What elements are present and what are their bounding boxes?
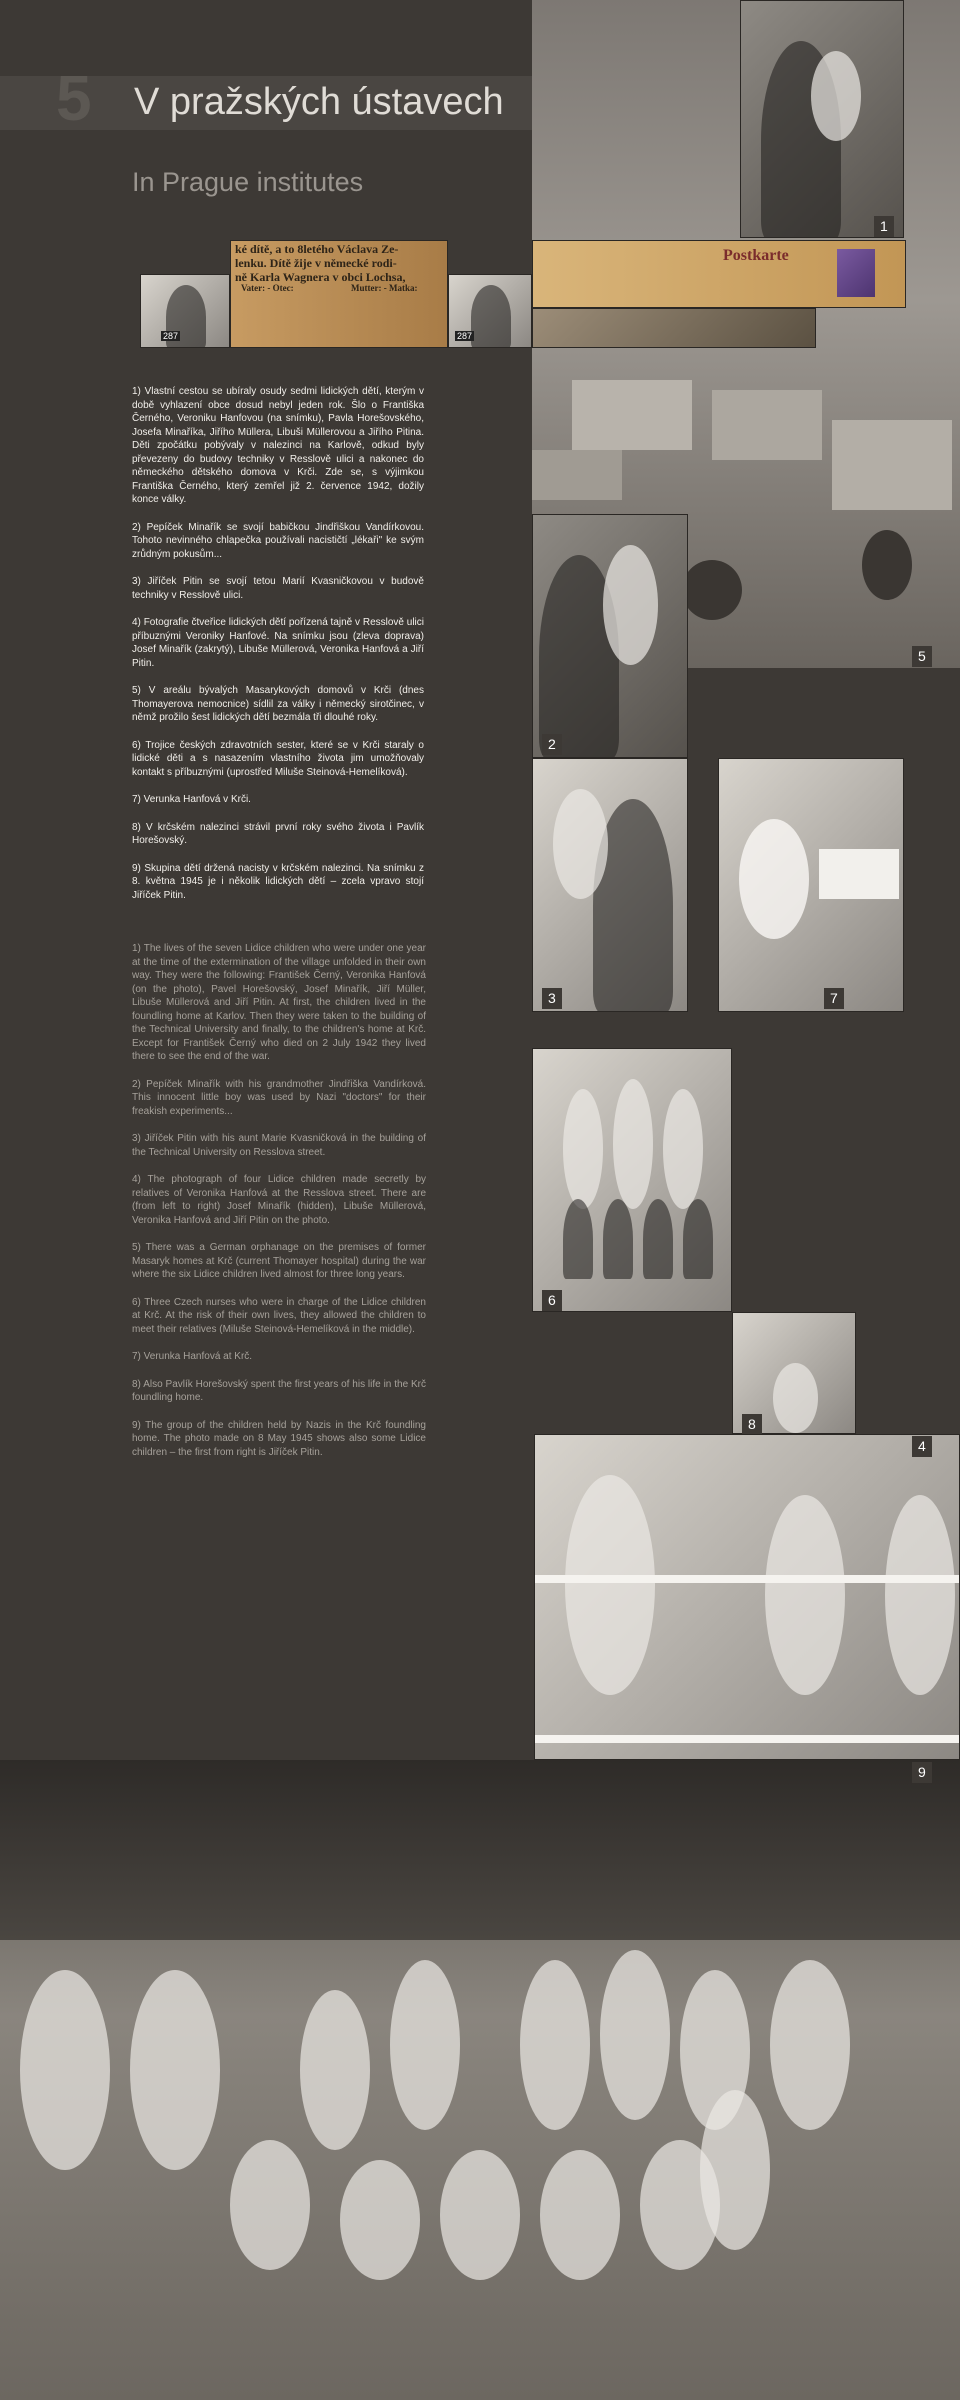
photo-group-strip bbox=[532, 308, 816, 348]
captions-czech bbox=[132, 385, 424, 916]
id-badge-right: 287 bbox=[457, 331, 473, 341]
caption-cz-4: 4) Fotografie čtveřice lidických dětí pořízená tajně v Resslově ulici příbuznými Veroniky Hanfové. Na snímku jsou (zleva doprava) Josef Minařík (zakrytý), Libuše Müllerová, Veronika Hanfová a Jiří Pitin. bbox=[132, 617, 424, 669]
card-field-father: Vater: - Otec: bbox=[241, 283, 294, 293]
photo-label-1: 1 bbox=[874, 216, 894, 237]
caption-cz-7: 7) Verunka Hanfová v Krči. bbox=[132, 794, 251, 805]
photo-label-3: 3 bbox=[542, 988, 562, 1009]
caption-cz-1: 1) Vlastní cestou se ubíraly osudy sedmi lidických dětí, kterým v době vyhlazení obce dosud nebyl jeden rok. Šlo o Františka Černého, Veroniku Hanfovou (na snímku), Pavla Horešovského, Josefa Minaříka, Jiřího Müllera, Libuši Müllerovou a Jiřího Pitina. Děti zpočátku pobývaly v nalezinci na Karlově, odkud byly převezeny do budovy techniky v Resslově ulici a nakonec do německého dětského domova v Krči. Zde se, s výjimkou Františka Černého, který zemřel již 2. července 1942, dožily konce války. bbox=[132, 386, 424, 505]
photo-label-8: 8 bbox=[742, 1414, 762, 1435]
postcard-label: Postkarte bbox=[723, 247, 789, 264]
captions-english bbox=[132, 942, 426, 1473]
caption-cz-6: 6) Trojice českých zdravotních sester, které se v Krči staraly o lidické děti a s nasazením vlastního života jim umožňovaly kontakt s příbuznými (uprostřed Miluše Steinová-Hemelíková). bbox=[132, 739, 424, 778]
caption-en-2: 2) Pepíček Minařík with his grandmother Jindřiška Vandírková. This innocent little boy was used by Nazi "doctors" for their freakish experiments... bbox=[132, 1078, 426, 1117]
photo-label-2: 2 bbox=[542, 734, 562, 755]
photo-label-5: 5 bbox=[912, 646, 932, 667]
id-badge-left: 287 bbox=[163, 331, 179, 341]
photo-4-children-in-cot bbox=[534, 1434, 960, 1760]
caption-cz-5: 5) V areálu bývalých Masarykových domovů v Krči (dnes Thomayerova nemocnice) sídlil za války i německý sirotčinec, v němž prožilo šest lidických dětí bezmála tři dlouhé roky. bbox=[132, 685, 424, 723]
document-card bbox=[230, 240, 448, 348]
photo-6-nurses-with-children bbox=[532, 1048, 732, 1312]
caption-cz-3: 3) Jiříček Pitin se svojí tetou Marií Kvasničkovou v budově techniky v Resslově ulici. bbox=[132, 576, 424, 601]
postcard bbox=[532, 240, 906, 308]
postage-stamp bbox=[837, 249, 875, 297]
photo-2-grandmother-with-boy bbox=[532, 514, 688, 758]
caption-cz-9: 9) Skupina dětí držená nacisty v krčském nalezinci. Na snímku z 8. května 1945 je i několik lidických dětí – zcela vpravo stojí Jiříček Pitin. bbox=[132, 862, 424, 901]
caption-cz-2: 2) Pepíček Minařík se svojí babičkou Jindřiškou Vandírkovou. Tohoto nevinného chlapečka používali nacističtí „lékaři" ke svým zrůdným pokusům... bbox=[132, 521, 424, 560]
caption-en-4: 4) The photograph of four Lidice children made secretly by relatives of Veronika Hanfová at the Resslova street. There are (from left to right) Josef Minařík (hidden), Libuše Müllerová, Veronika Hanfová and Jiří Pitin on the photo. bbox=[132, 1174, 426, 1226]
card-text: ké dítě, a to 8letého Václava Ze- lenku. Dítě žije v německé rodi- ně Karla Wagnera v obci Lochsa, bbox=[235, 242, 406, 284]
photo-1-woman-with-baby bbox=[740, 0, 904, 238]
photo-7-verunka-hanfova bbox=[718, 758, 904, 1012]
caption-en-1: 1) The lives of the seven Lidice children who were under one year at the time of the extermination of the village unfolded in their own way. They were the following: František Černý, Veronika Hanfová (on the photo), Pavel Horešovský, Josef Minařík, Jiří Müller, Libuše Müllerová and Jiří Pitin. At first, the children lived in the foundling home at Karlov. Then they were taken to the building of the Technical University and finally, to the children's home at Krč. Except for František Černý who died on 2 July 1942 they lived there to see the end of the war. bbox=[132, 943, 426, 1062]
photo-label-6: 6 bbox=[542, 1290, 562, 1311]
caption-en-9: 9) The group of the children held by Nazis in the Krč foundling home. The photo made on 8 May 1945 shows also some Lidice children – the first from right is Jiříček Pitin. bbox=[132, 1419, 426, 1458]
photo-id-portrait-right bbox=[448, 274, 532, 348]
photo-label-4: 4 bbox=[912, 1436, 932, 1457]
caption-cz-8: 8) V krčském nalezinci strávil první roky svého života i Pavlík Horešovský. bbox=[132, 821, 424, 846]
photo-id-portrait-left bbox=[140, 274, 230, 348]
chapter-number: 5 bbox=[56, 62, 92, 134]
card-field-mother: Mutter: - Matka: bbox=[351, 283, 418, 293]
page-title-english: In Prague institutes bbox=[132, 167, 364, 197]
caption-en-3: 3) Jiříček Pitin with his aunt Marie Kvasničková in the building of the Technical University on Resslova street. bbox=[132, 1133, 426, 1158]
photo-label-7: 7 bbox=[824, 988, 844, 1009]
caption-en-6: 6) Three Czech nurses who were in charge of the Lidice children at Krč. At the risk of their own lives, they allowed the children to meet their relatives (Miluše Steinová-Hemelíková in the middle). bbox=[132, 1296, 426, 1335]
photo-9-group-of-children bbox=[0, 1760, 960, 2400]
caption-en-7: 7) Verunka Hanfová at Krč. bbox=[132, 1351, 253, 1362]
page-title-czech: V pražských ústavech bbox=[134, 81, 504, 123]
caption-en-8: 8) Also Pavlík Horešovský spent the first years of his life in the Krč foundling home. bbox=[132, 1378, 426, 1403]
photo-3-aunt-with-boy bbox=[532, 758, 688, 1012]
caption-en-5: 5) There was a German orphanage on the premises of former Masaryk homes at Krč (current Thomayer hospital) during the war where the six Lidice children lived almost for three long years. bbox=[132, 1242, 426, 1280]
photo-label-9: 9 bbox=[912, 1762, 932, 1783]
